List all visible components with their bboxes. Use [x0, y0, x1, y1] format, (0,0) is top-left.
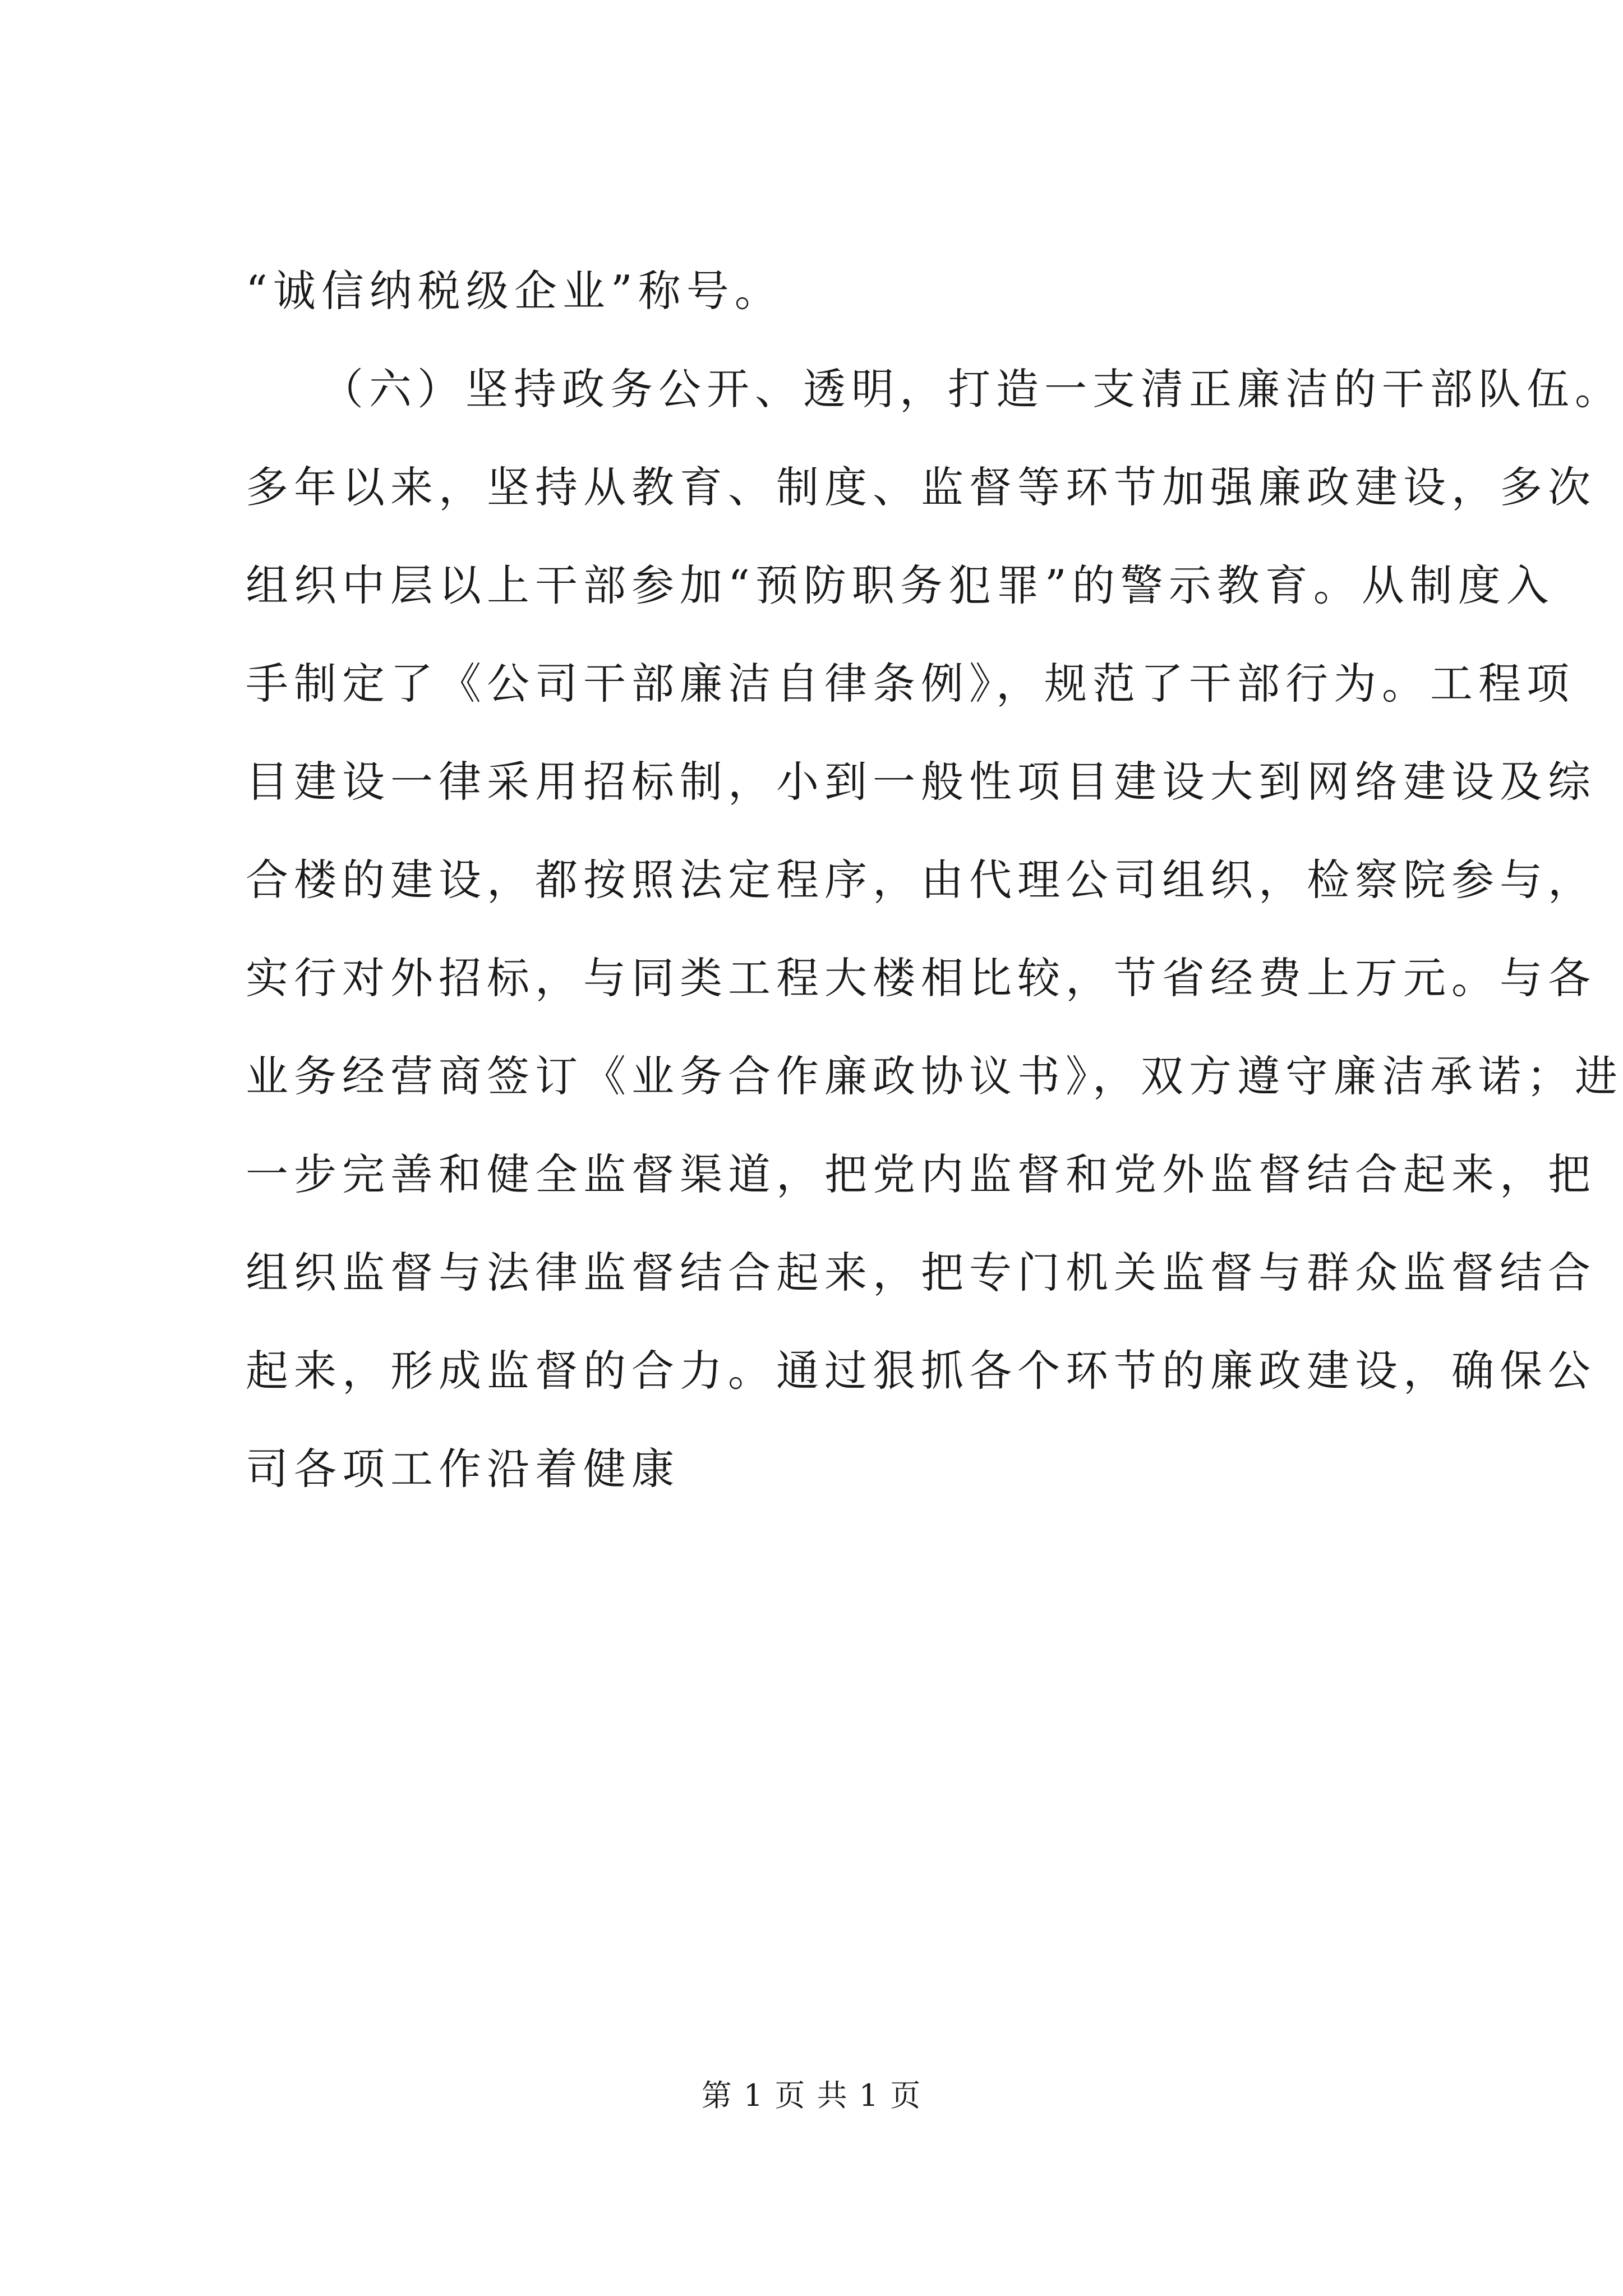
text-line: 组织监督与法律监督结合起来，把专门机关监督与群众监督结合 — [246, 1248, 1596, 1297]
text-line: 手制定了《公司干部廉洁自律条例》，规范了干部行为。工程项 — [246, 659, 1575, 708]
text-line: 起来，形成监督的合力。通过狠抓各个环节的廉政建设，确保公 — [246, 1346, 1596, 1396]
page-footer: 第 1 页 共 1 页 — [701, 2078, 922, 2113]
text-line: 合楼的建设，都按照法定程序，由代理公司组织，检察院参与， — [246, 855, 1596, 905]
text-line: 多年以来，坚持从教育、制度、监督等环节加强廉政建设，多次 — [246, 462, 1596, 512]
text-line: 业务经营商签订《业务合作廉政协议书》，双方遵守廉洁承诺；进 — [246, 1051, 1623, 1101]
text-line: 组织中层以上干部参加“预防职务犯罪”的警示教育。从制度入 — [246, 560, 1555, 610]
document-body — [246, 266, 1623, 1544]
text-line: 目建设一律采用招标制，小到一般性项目建设大到网络建设及综 — [246, 757, 1596, 807]
text-line: 司各项工作沿着健康 — [246, 1444, 680, 1494]
text-line: 实行对外招标，与同类工程大楼相比较，节省经费上万元。与各 — [246, 953, 1596, 1003]
text-line: （六）坚持政务公开、透明，打造一支清正廉洁的干部队伍。 — [246, 364, 1623, 414]
text-line: 一步完善和健全监督渠道，把党内监督和党外监督结合起来，把 — [246, 1149, 1596, 1199]
text-line: “诚信纳税级企业”称号。 — [246, 266, 783, 316]
